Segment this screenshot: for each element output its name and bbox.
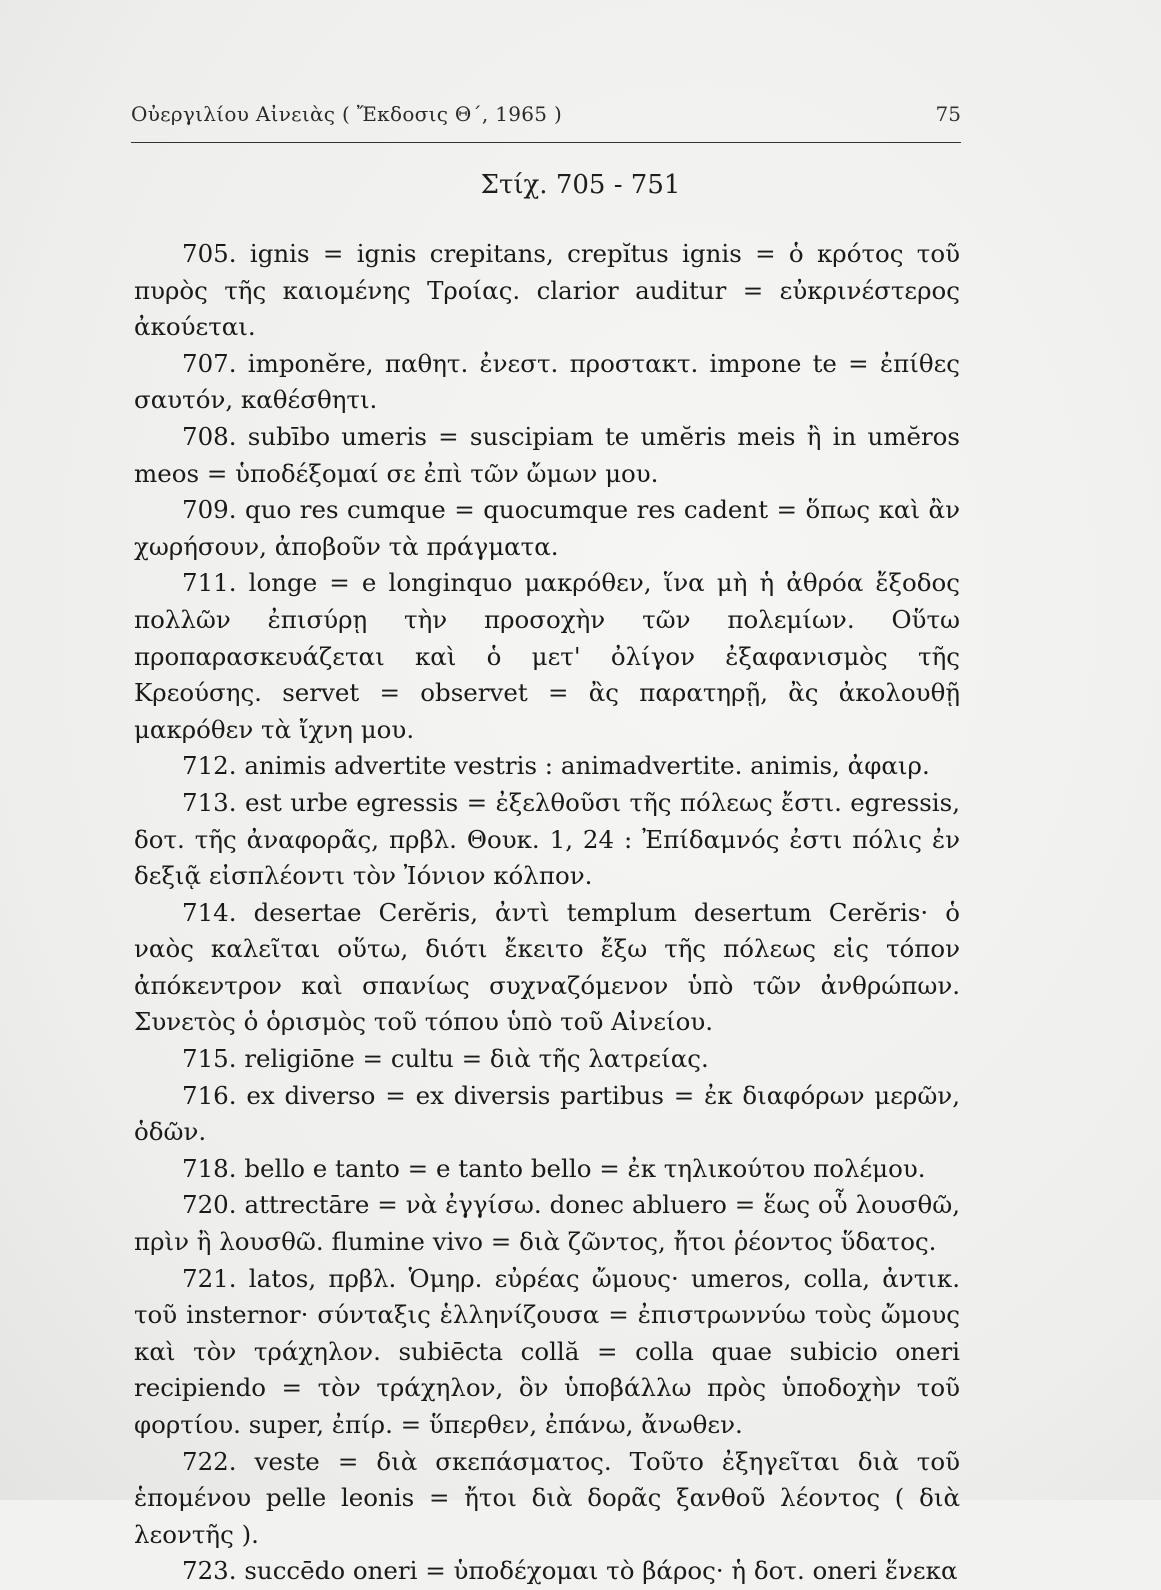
commentary-entry-718: 718. bello e tanto = e tanto bello = ἐκ τηλικούτου πολέμου. xyxy=(182,1153,926,1183)
commentary-entry-716: 716. ex diverso = ex diversis partibus = ἐκ διαφόρων μερῶν, ὁδῶν. xyxy=(134,1080,960,1147)
commentary-body xyxy=(134,236,960,1590)
commentary-entry-715: 715. religiōne = cultu = διὰ τῆς λατρείας. xyxy=(182,1044,709,1074)
commentary-entry-709: 709. quo res cumque = quocumque res cadent = ὅπως καὶ ἂν χωρήσουν, ἀποβοῦν τὰ πράγματα. xyxy=(134,495,960,561)
commentary-entry-714: 714. desertae Cerĕris, ἀντὶ templum desertum Cerĕris· ὁ ναὸς καλεῖται οὕτω, διότι ἔκειτο ἔξω τῆς πόλεως εἰς τόπον ἀπόκεντρον καὶ σπανίως συχναζόμενον ὑπὸ τῶν ἀνθρώπων. Συνετὸς ὁ ὁρισμὸς τοῦ τόπου ὑπὸ τοῦ Αἰνείου. xyxy=(134,897,960,1037)
commentary-entry-720: 720. attrectāre = νὰ ἐγγίσω. donec abluero = ἕως οὗ λουσθῶ, πρὶν ἢ λουσθῶ. flumine vivo = διὰ ζῶντος, ἤτοι ῥέοντος ὕδατος. xyxy=(134,1190,960,1257)
commentary-entry-722: 722. veste = διὰ σκεπάσματος. Τοῦτο ἐξηγεῖται διὰ τοῦ ἑπομένου pelle leonis = ἤτοι διὰ δορᾶς ξανθοῦ λέοντος ( διὰ λεοντῆς ). xyxy=(134,1446,960,1549)
commentary-entry-721: 721. latos, πρβλ. Ὁμηρ. εὐρέας ὤμους· umeros, colla, ἀντικ. τοῦ insternor· σύνταξις ἑλληνίζουσα = ἐπιστρωννύω τοὺς ὤμους καὶ τὸν τράχηλον. subiēcta collă = colla quae subicio oneri recipiendo = τὸν τράχηλον, ὃν ὑποβάλλω πρὸς ὑποδοχὴν τοῦ φορτίου. super, ἐπίρ. = ὕπερθεν, ἐπάνω, ἄνωθεν. xyxy=(134,1263,960,1439)
running-header xyxy=(131,98,961,143)
section-title: Στίχ. 705 - 751 xyxy=(480,170,681,200)
commentary-entry-723: 723. succēdo oneri = ὑποδέχομαι τὸ βάρος· ἡ δοτ. oneri ἕνεκα xyxy=(182,1556,958,1586)
commentary-entry-713: 713. est urbe egressis = ἐξελθοῦσι τῆς πόλεως ἔστι. egressis, δοτ. τῆς ἀναφορᾶς, πρβλ. Θουκ. 1, 24 : Ἐπίδαμνός ἐστι πόλις ἐν δεξιᾷ εἰσπλέοντι τὸν Ἰόνιον κόλπον. xyxy=(134,787,960,891)
commentary-entry-705: 705. ignis = ignis crepitans, crepĭtus ignis = ὁ κρότος τοῦ πυρὸς τῆς καιομένης Τροίας. clarior auditur = εὐκρινέστερος ἀκούεται. xyxy=(134,239,960,342)
commentary-entry-707: 707. imponĕre, παθητ. ἐνεστ. προστακτ. impone te = ἐπίθες σαυτόν, καθέσθητι. xyxy=(134,348,960,415)
page-number: 75 xyxy=(935,102,961,126)
commentary-entry-708: 708. subībo umeris = suscipiam te umĕris meis ἢ in umĕros meos = ὑποδέξομαί σε ἐπὶ τῶν ὤμων μου. xyxy=(134,421,960,488)
commentary-entry-711: 711. longe = e longinquo μακρόθεν, ἵνα μὴ ἡ ἀθρόα ἔξοδος πολλῶν ἐπισύρῃ τὴν προσοχὴν τῶν πολεμίων. Οὕτω προπαρασκευάζεται καὶ ὁ μετ' ὀλίγον ἐξαφανισμὸς τῆς Κρεούσης. servet = observet = ἂς παρατηρῇ, ἂς ἀκολουθῇ μακρόθεν τὰ ἴχνη μου. xyxy=(134,568,960,744)
commentary-entry-712: 712. animis advertite vestris : animadvertite. animis, ἀφαιρ. xyxy=(182,751,930,781)
running-title: Οὐεργιλίου Αἰνειὰς ( Ἔκδοσις Θ΄, 1965 ) xyxy=(131,102,563,126)
